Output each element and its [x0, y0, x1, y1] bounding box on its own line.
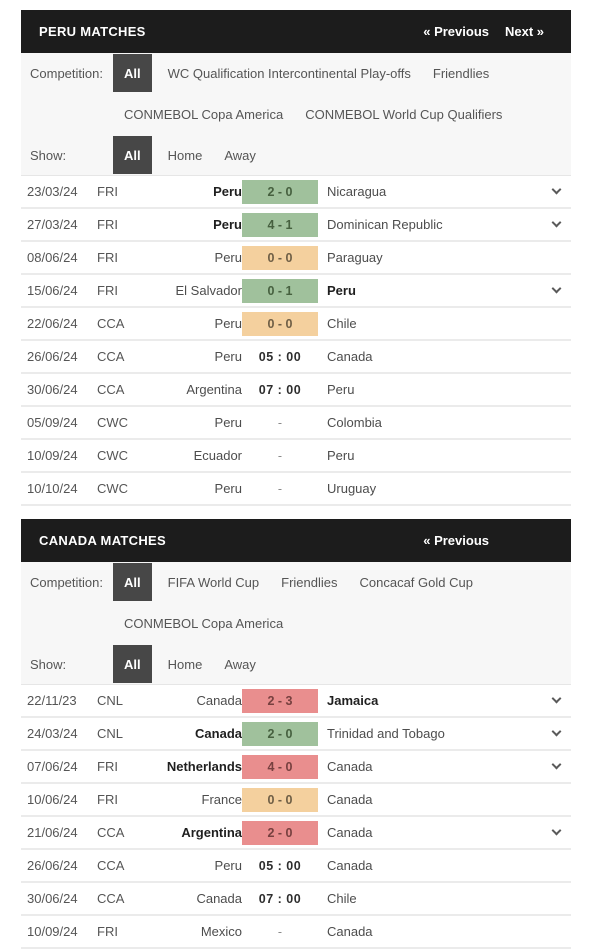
- competition-code: FRI: [97, 792, 118, 807]
- competition-code: CCA: [97, 316, 125, 331]
- table-row: [21, 850, 571, 883]
- competition-code: CWC: [97, 448, 129, 463]
- show-filter-options: [168, 645, 256, 683]
- chevron-down-icon[interactable]: [552, 826, 562, 836]
- away-team: Trinidad and Tobago: [327, 726, 445, 741]
- competition-code: CNL: [97, 726, 124, 741]
- home-team: Peru: [214, 250, 242, 265]
- match-date: 07/06/24: [27, 759, 78, 774]
- score-badge: 07 : 00: [258, 382, 302, 397]
- chevron-cell: [541, 831, 563, 834]
- competition-filter-all-button[interactable]: All: [113, 563, 152, 601]
- away-team: Peru: [327, 382, 355, 397]
- competition-code: FRI: [97, 184, 118, 199]
- table-row: [21, 407, 571, 440]
- competition-filter-option[interactable]: CONMEBOL World Cup Qualifiers: [305, 106, 503, 122]
- competition-code: FRI: [97, 759, 118, 774]
- show-filter-label: Show:: [30, 147, 67, 163]
- competition-filter-option[interactable]: Concacaf Gold Cup: [359, 574, 473, 590]
- away-team: Dominican Republic: [327, 217, 443, 232]
- competition-code: CWC: [97, 481, 129, 496]
- table-row: [21, 883, 571, 916]
- show-filter-row: [30, 136, 563, 174]
- filters-panel: [21, 562, 571, 684]
- score-badge: 0 - 1: [242, 279, 318, 303]
- home-team: Netherlands: [166, 759, 242, 774]
- score-badge: 07 : 00: [258, 891, 302, 906]
- match-date: 26/06/24: [27, 349, 78, 364]
- table-row: [21, 784, 571, 817]
- competition-filter-row2: [30, 92, 563, 136]
- competition-code: CNL: [97, 693, 124, 708]
- competition-code: CCA: [97, 382, 125, 397]
- away-team: Uruguay: [327, 481, 377, 496]
- competition-filter-options-row1: [168, 54, 490, 92]
- away-team: Canada: [327, 349, 373, 364]
- home-team: Argentina: [181, 825, 242, 840]
- section-title: PERU MATCHES: [39, 24, 146, 39]
- home-team: Peru: [214, 415, 242, 430]
- table-row: [21, 440, 571, 473]
- show-filter-option[interactable]: Home: [167, 656, 203, 672]
- show-filter-options: [168, 136, 256, 174]
- away-team: Peru: [327, 283, 356, 298]
- score-badge: 0 - 0: [242, 788, 318, 812]
- competition-code: CCA: [97, 891, 125, 906]
- match-date: 10/10/24: [27, 481, 78, 496]
- away-team: Canada: [327, 924, 373, 939]
- match-date: 22/06/24: [27, 316, 78, 331]
- show-filter-option[interactable]: Home: [167, 147, 203, 163]
- match-date: 23/03/24: [27, 184, 78, 199]
- competition-filter-label: Competition:: [30, 574, 103, 590]
- away-team: Paraguay: [327, 250, 383, 265]
- matches-section: [21, 519, 571, 949]
- away-team: Peru: [327, 448, 355, 463]
- home-team: Peru: [213, 184, 242, 199]
- competition-filter-all-button[interactable]: All: [113, 54, 152, 92]
- table-row: [21, 341, 571, 374]
- home-team: Canada: [195, 726, 242, 741]
- table-row: [21, 473, 571, 506]
- match-list: [21, 175, 571, 506]
- show-filter-label: Show:: [30, 656, 67, 672]
- competition-filter-option[interactable]: CONMEBOL Copa America: [124, 615, 284, 631]
- home-team: France: [201, 792, 242, 807]
- chevron-cell: [541, 289, 563, 292]
- competition-code: FRI: [97, 217, 118, 232]
- table-row[interactable]: [21, 751, 571, 784]
- match-date: 22/11/23: [27, 693, 77, 708]
- show-filter-option[interactable]: Away: [224, 656, 256, 672]
- score-badge: 4 - 1: [242, 213, 318, 237]
- score-badge: 0 - 0: [242, 312, 318, 336]
- chevron-down-icon[interactable]: [552, 694, 562, 704]
- home-team: Peru: [214, 349, 242, 364]
- home-team: Peru: [213, 217, 242, 232]
- chevron-cell: [541, 732, 563, 735]
- competition-code: FRI: [97, 924, 118, 939]
- score-badge: -: [277, 481, 283, 496]
- home-team: Mexico: [200, 924, 242, 939]
- competition-code: CCA: [97, 825, 125, 840]
- match-date: 10/09/24: [27, 448, 78, 463]
- competition-filter-row: [30, 563, 563, 601]
- table-row[interactable]: [21, 209, 571, 242]
- show-filter-all-button[interactable]: All: [113, 136, 152, 174]
- table-row: [21, 308, 571, 341]
- match-date: 26/06/24: [27, 858, 78, 873]
- competition-code: CCA: [97, 349, 125, 364]
- match-date: 05/09/24: [27, 415, 78, 430]
- away-team: Chile: [327, 891, 357, 906]
- home-team: Ecuador: [193, 448, 242, 463]
- score-badge: 4 - 0: [242, 755, 318, 779]
- competition-filter-option[interactable]: WC Qualification Intercontinental Play-offs: [167, 65, 411, 81]
- pagination-nav: [423, 533, 553, 548]
- table-row[interactable]: [21, 817, 571, 850]
- section-header: [21, 10, 571, 53]
- competition-filter-row2: [30, 601, 563, 645]
- away-team: Canada: [327, 825, 373, 840]
- table-row: [21, 374, 571, 407]
- competition-code: CWC: [97, 415, 129, 430]
- away-team: Jamaica: [327, 693, 379, 708]
- score-badge: 2 - 0: [242, 821, 318, 845]
- score-badge: 05 : 00: [258, 858, 302, 873]
- competition-filter-option[interactable]: CONMEBOL Copa America: [124, 106, 284, 122]
- home-team: Peru: [214, 858, 242, 873]
- score-badge: -: [277, 415, 283, 430]
- match-date: 24/03/24: [27, 726, 78, 741]
- table-row[interactable]: [21, 176, 571, 209]
- pagination-nav: [423, 24, 553, 39]
- competition-filter-option[interactable]: FIFA World Cup: [167, 574, 260, 590]
- filters-panel: [21, 53, 571, 175]
- chevron-cell: [541, 223, 563, 226]
- section-title: CANADA MATCHES: [39, 533, 166, 548]
- section-header: [21, 519, 571, 562]
- away-team: Chile: [327, 316, 357, 331]
- chevron-down-icon[interactable]: [552, 284, 562, 294]
- table-row[interactable]: [21, 718, 571, 751]
- match-date: 21/06/24: [27, 825, 78, 840]
- competition-code: FRI: [97, 283, 118, 298]
- chevron-cell: [541, 190, 563, 193]
- show-filter-option[interactable]: Away: [224, 147, 256, 163]
- competition-filter-option[interactable]: Friendlies: [281, 574, 338, 590]
- competition-filter-label: Competition:: [30, 65, 103, 81]
- score-badge: 0 - 0: [242, 246, 318, 270]
- away-team: Canada: [327, 858, 373, 873]
- chevron-down-icon[interactable]: [552, 727, 562, 737]
- previous-button[interactable]: « Previous: [423, 24, 489, 39]
- competition-filter-row: [30, 54, 563, 92]
- match-date: 10/09/24: [27, 924, 78, 939]
- match-date: 30/06/24: [27, 382, 78, 397]
- score-badge: 2 - 0: [242, 722, 318, 746]
- competition-filter-options-row1: [168, 563, 473, 601]
- away-team: Canada: [327, 759, 373, 774]
- previous-button[interactable]: « Previous: [423, 533, 489, 548]
- home-team: Canada: [196, 891, 242, 906]
- match-date: 27/03/24: [27, 217, 78, 232]
- next-button[interactable]: Next »: [505, 24, 545, 39]
- chevron-down-icon[interactable]: [552, 760, 562, 770]
- match-date: 10/06/24: [27, 792, 78, 807]
- competition-code: FRI: [97, 250, 118, 265]
- table-row: [21, 916, 571, 949]
- chevron-down-icon[interactable]: [552, 218, 562, 228]
- match-date: 30/06/24: [27, 891, 78, 906]
- score-badge: 2 - 0: [242, 180, 318, 204]
- competition-filter-option[interactable]: Friendlies: [432, 65, 490, 81]
- away-team: Nicaragua: [327, 184, 387, 199]
- chevron-cell: [541, 765, 563, 768]
- score-badge: 2 - 3: [242, 689, 318, 713]
- table-row[interactable]: [21, 685, 571, 718]
- matches-section: [21, 10, 571, 506]
- match-date: 15/06/24: [27, 283, 78, 298]
- home-team: Argentina: [186, 382, 242, 397]
- table-row[interactable]: [21, 275, 571, 308]
- chevron-cell: [541, 699, 563, 702]
- table-row: [21, 242, 571, 275]
- home-team: El Salvador: [175, 283, 242, 298]
- score-badge: 05 : 00: [258, 349, 302, 364]
- away-team: Colombia: [327, 415, 382, 430]
- competition-filter-options-row2: [124, 92, 502, 136]
- show-filter-all-button[interactable]: All: [113, 645, 152, 683]
- home-team: Canada: [196, 693, 242, 708]
- score-badge: -: [277, 448, 283, 463]
- chevron-down-icon[interactable]: [552, 185, 562, 195]
- show-filter-row: [30, 645, 563, 683]
- match-date: 08/06/24: [27, 250, 78, 265]
- match-list: [21, 684, 571, 949]
- competition-code: CCA: [97, 858, 125, 873]
- home-team: Peru: [214, 316, 242, 331]
- score-badge: -: [277, 924, 283, 939]
- home-team: Peru: [214, 481, 242, 496]
- away-team: Canada: [327, 792, 373, 807]
- matches-page: [21, 10, 571, 949]
- competition-filter-options-row2: [124, 601, 283, 645]
